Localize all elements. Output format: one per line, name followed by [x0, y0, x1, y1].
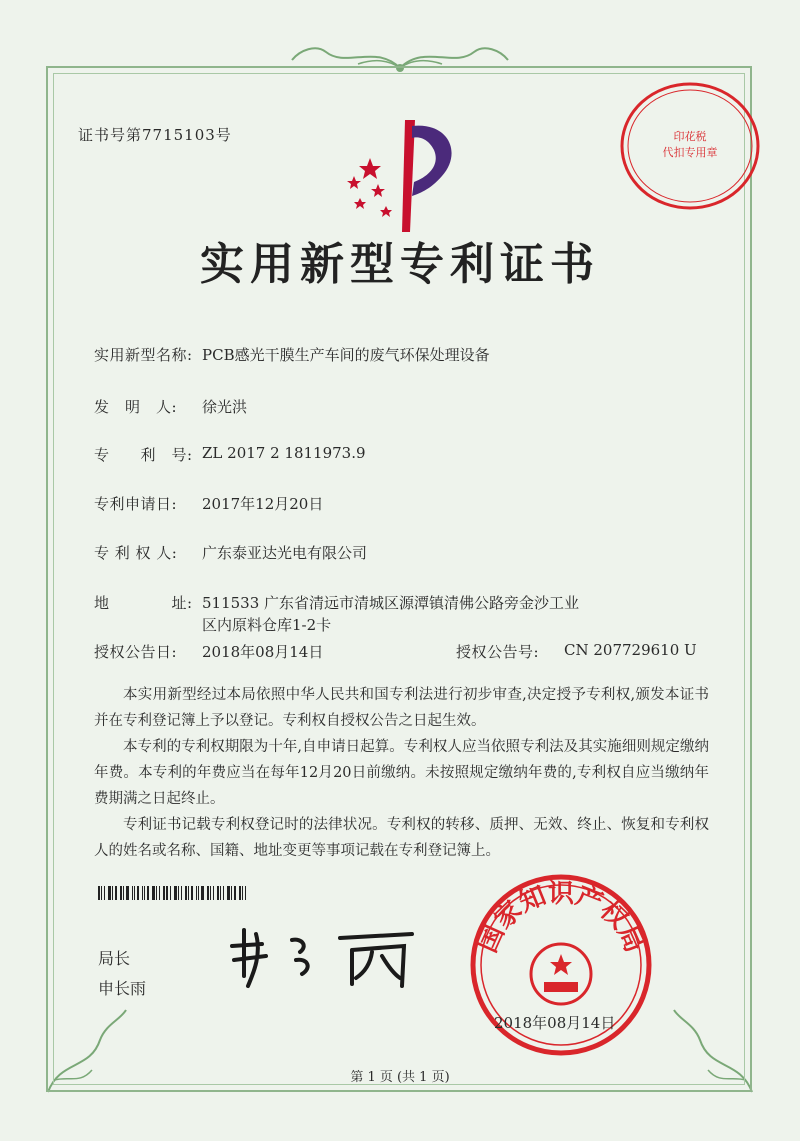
barcode-bar [242, 886, 243, 900]
barcode-bar [185, 886, 187, 900]
inventor-label: 发 明 人: [94, 398, 178, 416]
barcode-bar [234, 886, 236, 900]
certificate-number: 证书号第7715103号 [78, 126, 232, 144]
barcode-bar [210, 886, 211, 900]
grant-date-value: 2018年08月14日 [202, 643, 324, 661]
barcode-bar [213, 886, 214, 900]
barcode-bar [163, 886, 165, 900]
barcode-bar [170, 886, 171, 900]
barcode-bar [220, 886, 221, 900]
barcode-bar [137, 886, 139, 900]
barcode-bar [156, 886, 157, 900]
barcode-bar [239, 886, 241, 900]
patentee-label: 专 利 权 人: [94, 544, 178, 562]
barcode-bar [108, 886, 111, 900]
barcode-bar [178, 886, 179, 900]
name-value: PCB感光干膜生产车间的废气环保处理设备 [202, 346, 490, 364]
barcode-bar [147, 886, 149, 900]
svg-text:代扣专用章: 代扣专用章 [662, 146, 718, 159]
signatory-title: 局长 [98, 949, 131, 968]
barcode-bar [207, 886, 209, 900]
grant-number-value: CN 207729610 U [564, 641, 697, 659]
barcode-bar [188, 886, 189, 900]
barcode-bar [198, 886, 199, 900]
signatory-name: 申长雨 [98, 979, 147, 998]
svg-text:印花税: 印花税 [673, 130, 707, 143]
grant-date-label: 授权公告日: [94, 643, 178, 661]
barcode-bar [217, 886, 219, 900]
barcode-bar [112, 886, 113, 900]
barcode-bar [196, 886, 197, 900]
page-footer: 第 1 页 (共 1 页) [350, 1070, 450, 1085]
certificate-body [94, 682, 709, 864]
signature-icon [222, 916, 432, 996]
barcode-bar [223, 886, 224, 900]
address-label: 地 址: [94, 594, 193, 612]
barcode-bar [101, 886, 102, 900]
patent-number-label: 专 利 号: [94, 446, 193, 464]
address-line-1: 511533 广东省清远市清城区源潭镇清佛公路旁金沙工业 [202, 594, 580, 612]
barcode-bar [166, 886, 168, 900]
barcode-bar [132, 886, 133, 900]
barcode-bar [181, 886, 182, 900]
paragraph-1: 本实用新型经过本局依照中华人民共和国专利法进行初步审查,决定授予专利权,颁发本证书并在专利登记簿上予以登记。专利权自授权公告之日起生效。 [94, 687, 709, 729]
barcode-bar [126, 886, 129, 900]
barcode-bar [134, 886, 135, 900]
paragraph-3: 专利证书记载专利权登记时的法律状况。专利权的转移、质押、无效、终止、恢复和专利权人的姓名或名称、国籍、地址变更等事项记载在专利登记簿上。 [94, 817, 709, 859]
barcode-bar [174, 886, 177, 900]
patent-number-value: ZL 2017 2 1811973.9 [202, 444, 366, 462]
certificate-title: 实用新型专利证书 [200, 239, 600, 290]
barcode-bar [152, 886, 155, 900]
inventor-value: 徐光洪 [202, 398, 248, 416]
barcode-bar [120, 886, 122, 900]
barcode [98, 886, 312, 900]
barcode-bar [104, 886, 105, 900]
barcode-bar [201, 886, 204, 900]
barcode-bar [159, 886, 160, 900]
tax-stamp-icon [616, 76, 764, 216]
patentee-value: 广东泰亚达光电有限公司 [202, 544, 368, 562]
barcode-bar [98, 886, 100, 900]
barcode-bar [191, 886, 193, 900]
name-label: 实用新型名称: [94, 346, 193, 364]
svg-text:国家知识产权局: 国家知识产权局 [472, 879, 650, 958]
patent-office-emblem-icon [330, 112, 470, 238]
barcode-bar [144, 886, 145, 900]
paragraph-2: 本专利的专利权期限为十年,自申请日起算。专利权人应当依照专利法及其实施细则规定缴纳年费。本专利的年费应当在每年12月20日前缴纳。未按照规定缴纳年费的,专利权自应当缴纳年费期满之日起终止。 [94, 739, 709, 807]
barcode-bar [227, 886, 230, 900]
filing-date-value: 2017年12月20日 [202, 495, 324, 513]
barcode-bar [142, 886, 143, 900]
filing-date-label: 专利申请日: [94, 495, 178, 513]
stamp-date: 2018年08月14日 [494, 1014, 616, 1032]
barcode-bar [115, 886, 117, 900]
address-line-2: 区内原料仓库1-2卡 [202, 616, 332, 634]
barcode-bar [231, 886, 232, 900]
barcode-bar [245, 886, 246, 900]
barcode-bar [123, 886, 124, 900]
grant-number-label: 授权公告号: [456, 643, 540, 661]
